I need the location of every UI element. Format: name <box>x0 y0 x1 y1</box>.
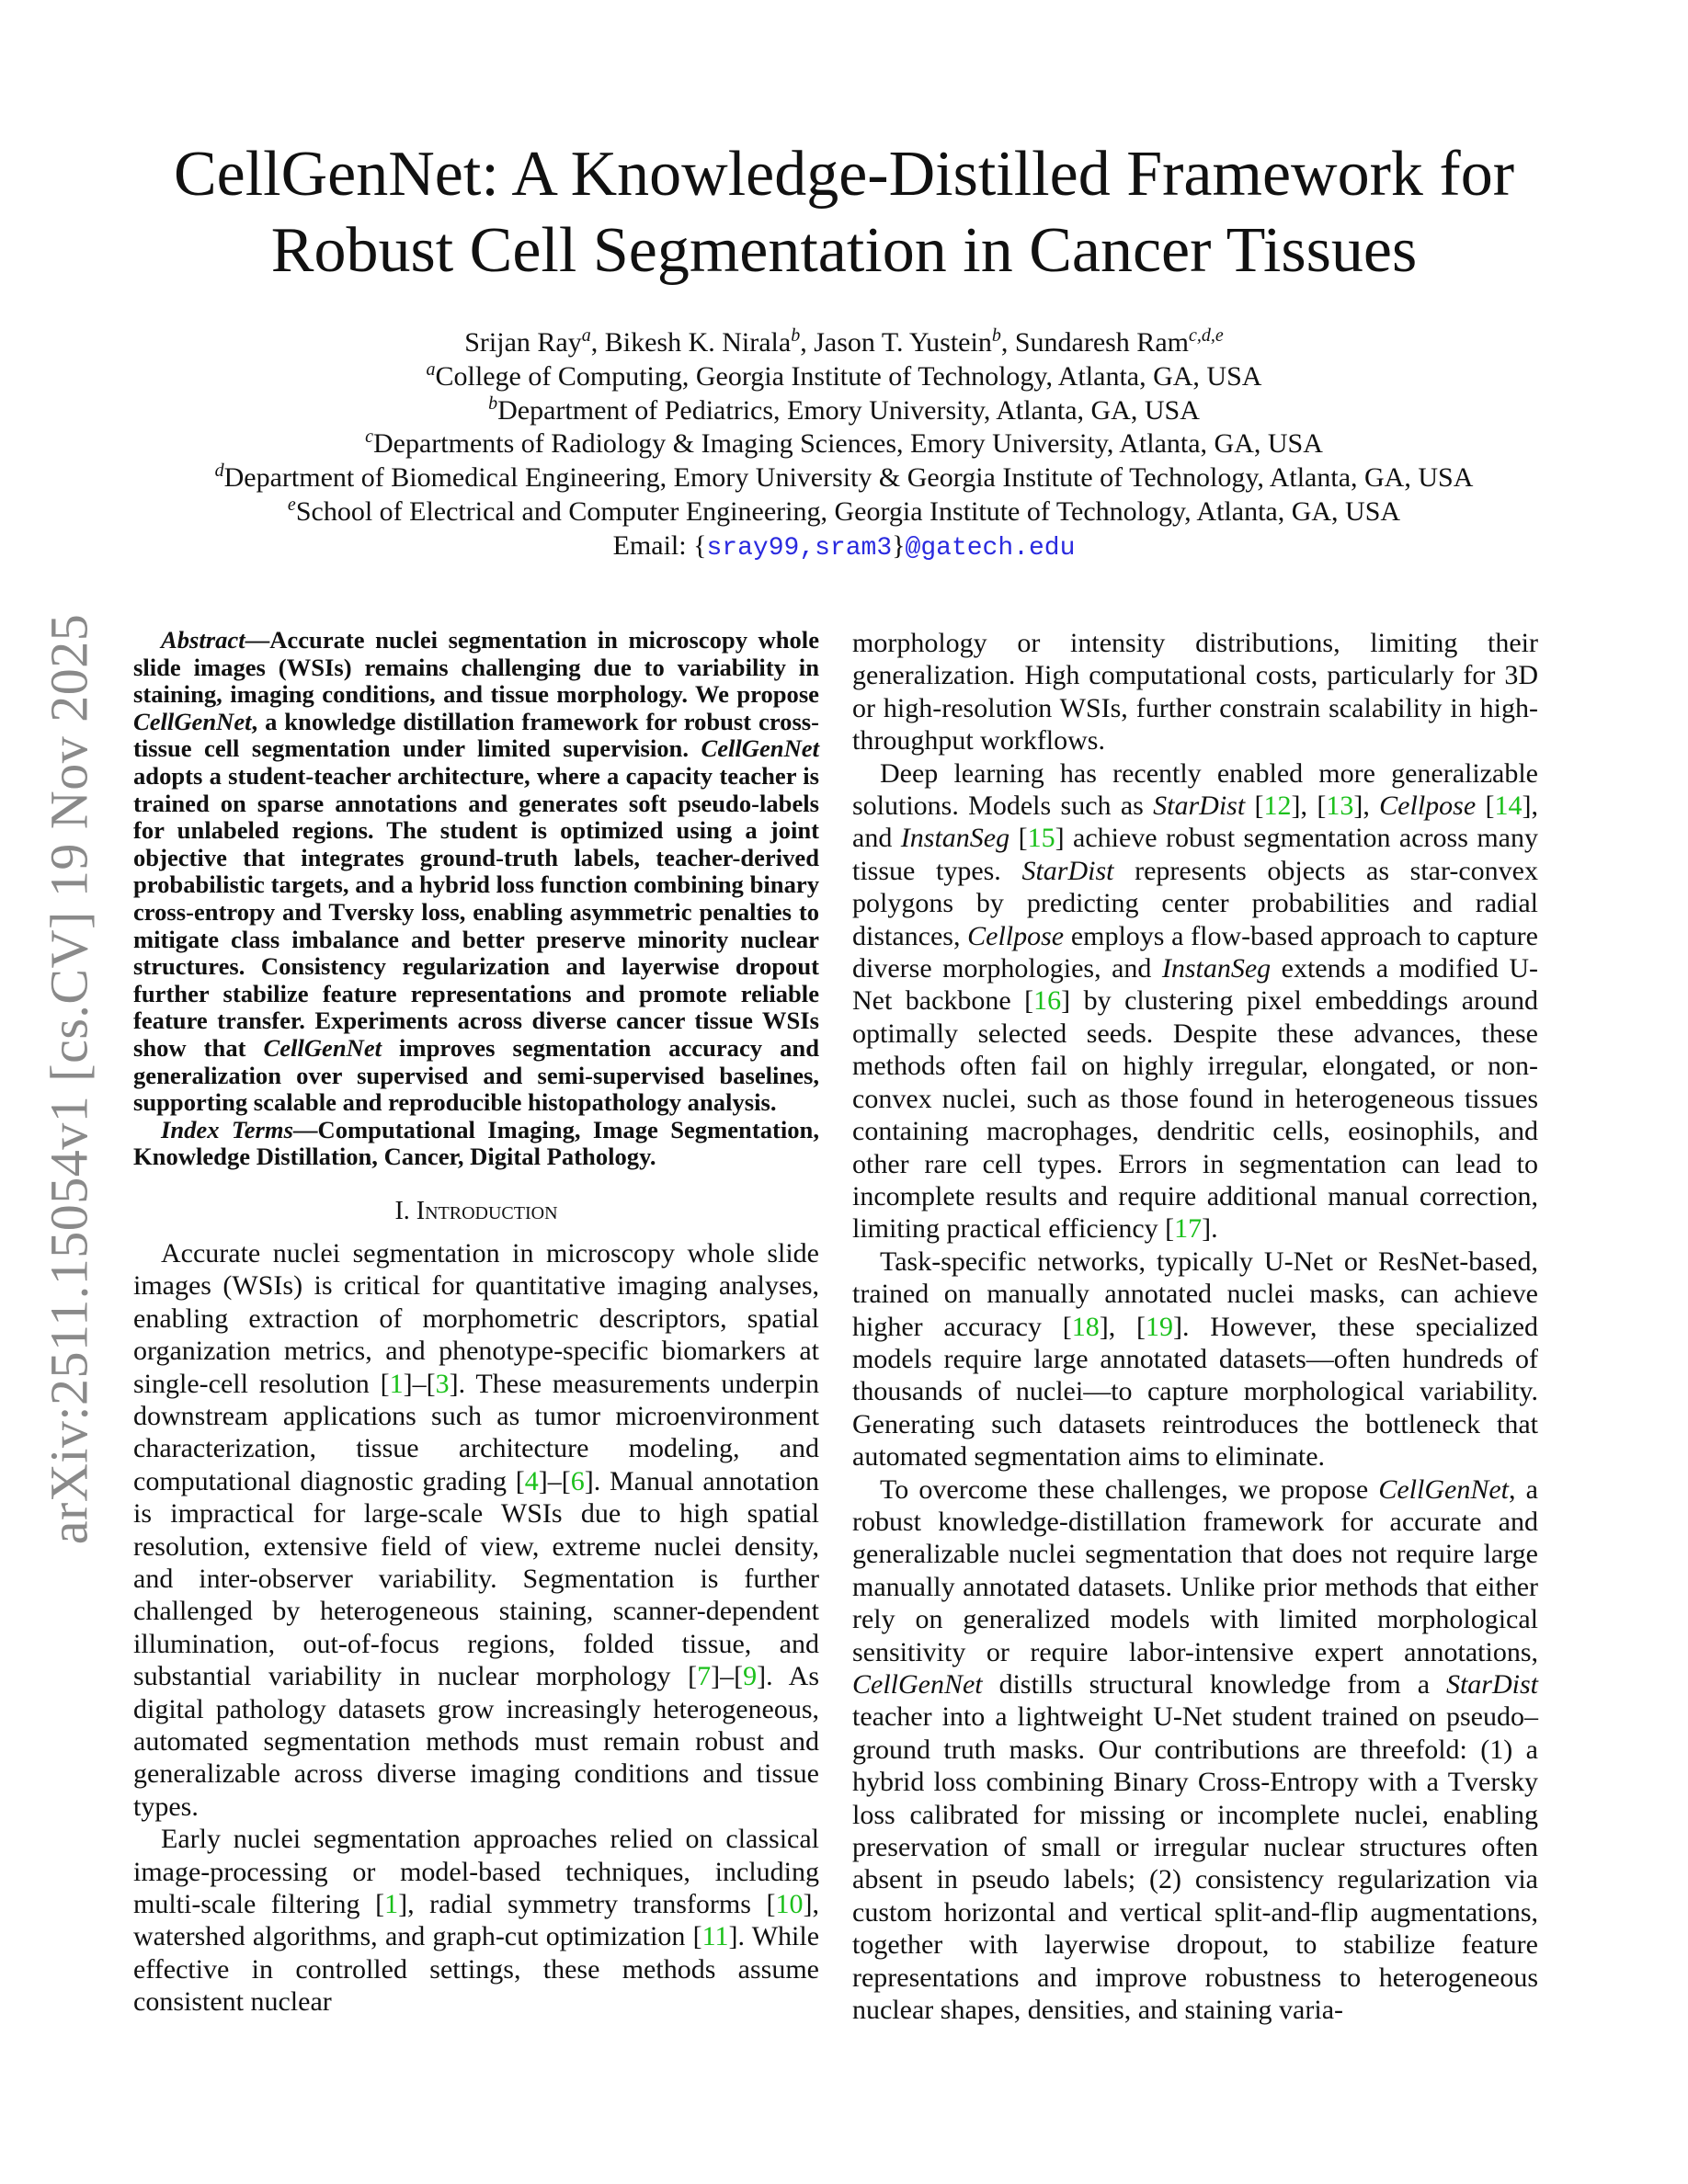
emphasized-term: StarDist <box>1021 855 1114 886</box>
email-line <box>0 529 1688 566</box>
author-name: Bikesh K. Nirala <box>604 327 792 358</box>
affiliation-mark: e <box>287 494 296 515</box>
affiliation <box>0 394 1688 428</box>
emphasized-term: CellGenNet <box>133 707 252 735</box>
citation-link[interactable]: 10 <box>775 1889 804 1919</box>
right-column <box>852 627 1538 2026</box>
citation-link[interactable]: 11 <box>701 1921 729 1952</box>
title-line: Robust Cell Segmentation in Cancer Tissues <box>270 215 1418 286</box>
emphasized-term: CellGenNet <box>701 734 819 763</box>
author-name: Sundaresh Ram <box>1014 327 1189 358</box>
email-label: Email: <box>612 529 694 561</box>
affiliation-text: Departments of Radiology & Imaging Sciences, Emory University, Atlanta, GA, USA <box>373 428 1323 460</box>
citation-link[interactable]: 1 <box>384 1889 399 1919</box>
arxiv-identifier-sidebar: arXiv:2511.15054v1 [cs.CV] 19 Nov 2025 <box>39 613 99 1545</box>
citation-link[interactable]: 14 <box>1494 791 1523 822</box>
author-list <box>0 326 1688 360</box>
separator: , <box>1000 327 1015 358</box>
affiliation-mark: d <box>214 461 224 482</box>
emphasized-term: InstanSeg <box>1161 953 1272 984</box>
email-link[interactable]: sray99,sram3 <box>706 533 893 563</box>
author-affiliation-mark: b <box>791 325 801 346</box>
citation-link[interactable]: 9 <box>743 1661 758 1692</box>
affiliation <box>0 461 1688 495</box>
dash: — <box>292 1115 318 1143</box>
emphasized-term: InstanSeg <box>900 823 1010 854</box>
index-terms-label: Index Terms <box>161 1115 293 1143</box>
author-affiliation-mark: a <box>581 325 591 346</box>
affiliation-mark: c <box>365 427 373 448</box>
paper-title <box>0 136 1688 289</box>
citation-link[interactable]: 7 <box>697 1661 712 1692</box>
affiliation-text: Department of Biomedical Engineering, Emory University & Georgia Institute of Technology, Atlanta, GA, USA <box>223 462 1474 494</box>
affiliation-mark: b <box>488 392 498 414</box>
citation-link[interactable]: 15 <box>1027 823 1055 854</box>
email-domain-link[interactable]: @gatech.edu <box>905 533 1076 563</box>
citation-link[interactable]: 12 <box>1263 791 1292 822</box>
affiliation <box>0 427 1688 461</box>
author-affiliation-mark: c,d,e <box>1188 325 1224 346</box>
paragraph: Early nuclei segmentation approaches relied on classical image-processing or model-based techniques, including multi-scale filtering [1], radial symmetry transforms [10], watershed algorithms, and graph-cut optimization [11]. While effective in controlled settings, these methods assume consistent nuclear <box>133 1824 820 2018</box>
citation-link[interactable]: 4 <box>524 1465 539 1496</box>
citation-link[interactable]: 19 <box>1146 1311 1174 1342</box>
section-heading: I. Introduction <box>394 1196 558 1225</box>
paragraph: To overcome these challenges, we propose CellGenNet, a robust knowledge-distillation framework for accurate and generalizable nuclei segmentation that does not require large manually annotated datasets. Unlike prior methods that either rely on generalized models with limited morphological sensitivity or require labor-intensive expert annotations, CellGenNet distills structural knowledge from a StarDist teacher into a lightweight U-Net student trained on pseudo–ground truth masks. Our contributions are threefold: (1) a hybrid loss combining Binary Cross-Entropy with a Tversky loss calibrated for missing or incomplete nuclei, enabling preservation of small or irregular nuclear structures often absent in pseudo labels; (2) consistency regularization via custom horizontal and vertical split-and-flip augmentations, together with layerwise dropout, to stabilize feature representations and improve robustness to heterogeneous nuclear shapes, densities, and staining varia- <box>852 1473 1538 2026</box>
dash: — <box>245 626 270 654</box>
paragraph: Deep learning has recently enabled more generalizable solutions. Models such as StarDist [12], [13], Cellpose [14], and InstanSeg [15] achieve robust segmentation across many tissue types. StarDist represents objects as star-convex polygons by predicting center probabilities and radial distances, Cellpose employs a flow-based approach to capture diverse morphologies, and InstanSeg extends a modified U-Net backbone [16] by clustering pixel embeddings around optimally selected seeds. Despite these advances, these methods often fail on highly irregular, elongated, or non-convex nuclei, such as those found in heterogeneous tissues containing macrophages, dendritic cells, eosinophils, and other rare cell types. Errors in segmentation can lead to incomplete results and require additional manual correction, limiting practical efficiency [17]. <box>852 757 1539 1245</box>
affiliation-text: Department of Pediatrics, Emory University, Atlanta, GA, USA <box>497 394 1200 426</box>
emphasized-term: StarDist <box>1153 791 1246 822</box>
abstract-label: Abstract <box>161 626 245 654</box>
paragraph: morphology or intensity distributions, limiting their generalization. High computational costs, particularly for 3D or high-resolution WSIs, further constrain scalability in high-throughput workflows. <box>852 628 1538 756</box>
citation-link[interactable]: 1 <box>389 1368 404 1399</box>
citation-link[interactable]: 6 <box>570 1465 585 1496</box>
citation-link[interactable]: 13 <box>1326 791 1354 822</box>
emphasized-term: Cellpose <box>1379 791 1477 822</box>
affiliation <box>0 495 1688 529</box>
emphasized-term: Cellpose <box>967 920 1065 951</box>
affiliation-text: College of Computing, Georgia Institute of Technology, Atlanta, GA, USA <box>435 360 1262 392</box>
affiliation <box>0 360 1688 394</box>
emphasized-term: CellGenNet <box>852 1669 983 1700</box>
abstract-text: Accurate nuclei segmentation in microscopy whole slide images (WSIs) remains challenging due to variability in staining, imaging conditions, and tissue morphology. We propose CellGenNet, a knowledge distillation framework for robust cross-tissue cell segmentation under limited supervision. CellGenNet adopts a student-teacher architecture, where a capacity teacher is trained on sparse annotations and generates soft pseudo-labels for unlabeled regions. The student is optimized using a joint objective that integrates ground-truth labels, teacher-derived probabilistic targets, and a hybrid loss function combining binary cross-entropy and Tversky loss, enabling asymmetric penalties to mitigate class imbalance and better preserve minority nuclear structures. Consistency regularization and layerwise dropout further stabilize feature representations and promote reliable feature transfer. Experiments across diverse cancer tissue WSIs show that CellGenNet improves segmentation accuracy and generalization over supervised and semi-supervised baselines, supporting scalable and reproducible histopathology analysis. <box>133 626 819 1117</box>
emphasized-term: StarDist <box>1445 1669 1538 1700</box>
emphasized-term: CellGenNet <box>263 1033 382 1062</box>
brace: } <box>892 529 906 561</box>
abstract <box>133 627 819 1117</box>
citation-link[interactable]: 17 <box>1174 1213 1203 1245</box>
affiliation-mark: a <box>426 358 436 380</box>
separator: , <box>800 327 815 358</box>
paragraph: Accurate nuclei segmentation in microscopy whole slide images (WSIs) is critical for quantitative imaging analyses, enabling extraction of morphometric descriptors, spatial organization metrics, and phenotype-specific biomarkers at single-cell resolution [1]–[3]. These measurements underpin downstream applications such as tumor microenvironment characterization, tissue architecture modeling, and computational diagnostic grading [4]–[6]. Manual annotation is impractical for large-scale WSIs due to high spatial resolution, extensive field of view, extreme nuclei density, and inter-observer variability. Segmentation is further challenged by heterogeneous staining, scanner-dependent illumination, out-of-focus regions, folded tissue, and substantial variability in nuclear morphology [7]–[9]. As digital pathology datasets grow increasingly heterogeneous, automated segmentation methods must remain robust and generalizable across diverse imaging conditions and tissue types. <box>133 1237 820 1822</box>
index-terms <box>133 1117 819 1171</box>
author-affiliation-mark: b <box>991 325 1001 346</box>
author-name: Jason T. Yustein <box>814 327 992 358</box>
left-column <box>133 627 819 2019</box>
citation-link[interactable]: 18 <box>1071 1311 1100 1342</box>
emphasized-term: CellGenNet <box>1378 1473 1509 1505</box>
author-block <box>0 326 1688 566</box>
citation-link[interactable]: 3 <box>435 1368 450 1399</box>
author-name: Srijan Ray <box>464 327 582 358</box>
separator: , <box>590 327 605 358</box>
brace: { <box>693 529 707 561</box>
title-line: CellGenNet: A Knowledge-Distilled Framework for <box>173 139 1515 210</box>
index-terms-text: Computational Imaging, Image Segmentation, Knowledge Distillation, Cancer, Digital Pathology. <box>133 1115 819 1171</box>
affiliation-text: School of Electrical and Computer Engineering, Georgia Institute of Technology, Atlanta, GA, USA <box>295 495 1401 527</box>
paragraph: Task-specific networks, typically U-Net or ResNet-based, trained on manually annotated nuclei masks, can achieve higher accuracy [18], [19]. However, these specialized models require large annotated datasets—often hundreds of thousands of nuclei—to capture morphological variability. Generating such datasets reintroduces the bottleneck that automated segmentation aims to eliminate. <box>852 1246 1539 1473</box>
citation-link[interactable]: 16 <box>1033 985 1062 1017</box>
